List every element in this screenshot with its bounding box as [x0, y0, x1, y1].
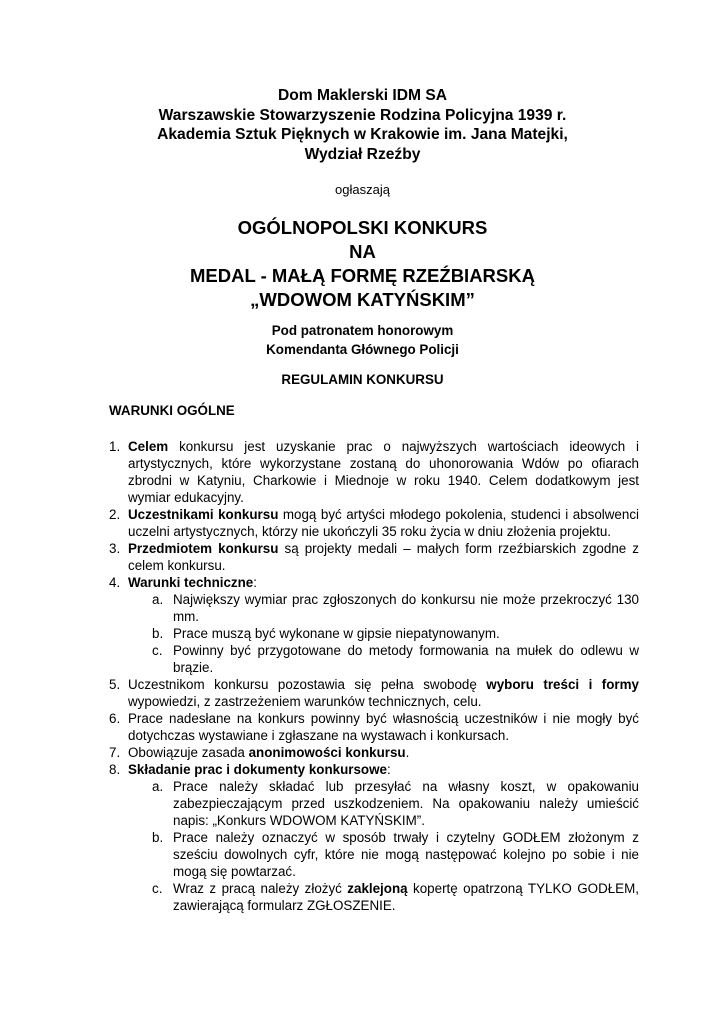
item-text: mogą być artyści młodego pokolenia, studenci i absolwenci uczelni artystycznych, którzy nie ukończyli 35 roku życia w dniu złożenia projektu. — [128, 507, 639, 539]
rule-subitem — [109, 778, 639, 829]
patronage — [0, 321, 725, 359]
rule-item — [109, 540, 639, 574]
subitem-text: Największy wymiar prac zgłoszonych do konkursu nie może przekroczyć 130 mm. — [173, 592, 639, 624]
item-bold: wyboru treści i formy — [486, 677, 639, 692]
patronage-line: Komendanta Głównego Policji — [266, 342, 459, 357]
item-number: 3. — [109, 541, 121, 556]
item-text: Obowiązuje zasada — [128, 745, 249, 760]
rule-item — [109, 744, 639, 761]
item-number: 4. — [109, 575, 121, 590]
item-bold: zaklejoną — [347, 881, 408, 896]
title-line: MEDAL - MAŁĄ FORMĘ RZEŹBIARSKĄ — [190, 265, 535, 286]
organizer-line: Wydział Rzeźby — [304, 145, 421, 163]
rule-subitem — [109, 880, 639, 914]
title-line: OGÓLNOPOLSKI KONKURS — [237, 217, 488, 238]
item-bold: Przedmiotem konkursu — [128, 541, 279, 556]
rule-item — [109, 574, 639, 591]
competition-title — [0, 216, 725, 312]
item-number: 1. — [109, 439, 121, 454]
rule-item — [109, 676, 639, 710]
subitem-letter: c. — [152, 881, 163, 896]
subitem-letter: b. — [152, 626, 164, 641]
rule-subitem — [109, 829, 639, 880]
rules-list — [109, 438, 639, 914]
section-title: WARUNKI OGÓLNE — [109, 403, 235, 418]
subitem-text: Prace muszą być wykonane w gipsie niepatynowanym. — [173, 626, 500, 641]
item-text: są projekty medali – małych form rzeźbiarskich zgodne z celem konkursu. — [128, 541, 639, 573]
item-text: konkursu jest uzyskanie prac o najwyższych wartościach ideowych i artystycznych, które wykorzystane zostaną do uhonorowania Wdów po ofiarach zbrodni w Katyniu, Charkowie i Miednoje w roku 1940. Celem dodatkowym jest wymiar edukacyjny. — [128, 439, 639, 505]
announce-text: ogłaszają — [335, 182, 390, 197]
item-bold: Celem — [128, 439, 169, 454]
item-text: Prace nadesłane na konkurs powinny być własnością uczestników i nie mogły być dotychczas wystawiane i zgłaszane na wystawach i konkursach. — [128, 711, 639, 743]
item-bold: Składanie prac i dokumenty konkursowe — [128, 762, 387, 777]
item-number: 2. — [109, 507, 121, 522]
rule-item — [109, 761, 639, 778]
rule-item — [109, 438, 639, 506]
item-number: 7. — [109, 745, 121, 760]
item-text: wypowiedzi, z zastrzeżeniem warunków technicznych, celu. — [128, 694, 482, 709]
rule-subitem — [109, 625, 639, 642]
item-text: . — [405, 745, 410, 760]
regulations-heading: REGULAMIN KONKURSU — [281, 372, 444, 387]
item-number: 6. — [109, 711, 121, 726]
patronage-line: Pod patronatem honorowym — [271, 323, 454, 338]
organizer-line: Akademia Sztuk Pięknych w Krakowie im. Jana Matejki, — [157, 126, 568, 143]
item-bold: anonimowości konkursu — [248, 745, 406, 760]
subitem-text: kopertę opatrzoną TYLKO GODŁEM, zawierającą formularz ZGŁOSZENIE. — [173, 881, 639, 913]
subitem-letter: a. — [152, 779, 164, 794]
subitem-letter: c. — [152, 643, 163, 658]
subitem-letter: a. — [152, 592, 164, 607]
item-text: Uczestnikom konkursu pozostawia się pełna swobodę — [128, 677, 487, 692]
rule-subitem — [109, 591, 639, 625]
rule-subitem — [109, 642, 639, 676]
organizers-header — [0, 86, 725, 164]
subitem-text: Prace należy oznaczyć w sposób trwały i czytelny GODŁEM złożonym z sześciu dowolnych cyfr, które nie mogą następować kolejno po sobie i nie mogą się powtarzać. — [173, 830, 639, 879]
subitem-letter: b. — [152, 830, 164, 845]
item-text: : — [253, 575, 257, 590]
item-text: : — [386, 762, 391, 777]
subitem-text: Powinny być przygotowane do metody formowania na mułek do odlewu w brązie. — [173, 643, 639, 675]
title-line: NA — [349, 241, 376, 262]
item-bold: Uczestnikami konkursu — [128, 507, 279, 522]
rule-item — [109, 506, 639, 540]
item-number: 8. — [109, 762, 121, 777]
subitem-text: Prace należy składać lub przesyłać na własny koszt, w opakowaniu zabezpieczającym przed uszkodzeniem. Na opakowaniu należy umieścić napis: „Konkurs WDOWOM KATYŃSKIM”. — [173, 779, 639, 828]
organizer-line: Dom Maklerski IDM SA — [278, 87, 447, 104]
item-number: 5. — [109, 677, 121, 692]
organizer-line: Warszawskie Stowarzyszenie Rodzina Policyjna 1939 r. — [158, 106, 567, 124]
rule-item — [109, 710, 639, 744]
item-bold: Warunki techniczne — [128, 575, 254, 590]
title-line: „WDOWOM KATYŃSKIM” — [250, 289, 475, 310]
subitem-text: Wraz z pracą należy złożyć — [173, 881, 348, 896]
